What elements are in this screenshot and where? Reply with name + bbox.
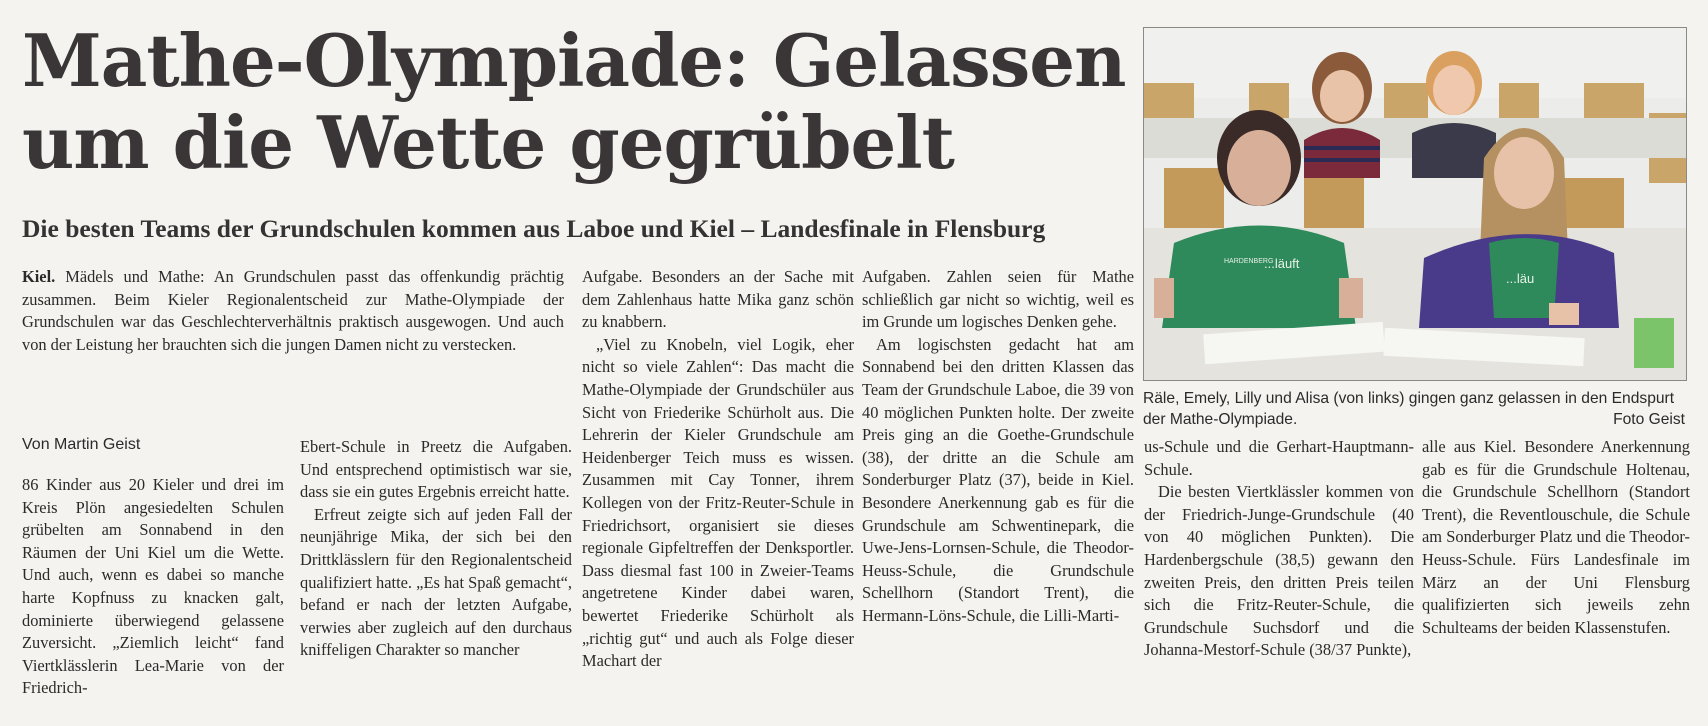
text-column-4	[862, 266, 1134, 628]
photo-credit: Foto Geist	[1613, 411, 1685, 428]
text-column-1	[22, 474, 284, 700]
paragraph: Aufgabe. Besonders an der Sache mit dem Zahlenhaus hatte Mika ganz schön zu knabbern.	[582, 267, 854, 332]
text-column-5	[1144, 436, 1414, 662]
dateline: Kiel.	[22, 267, 56, 286]
headline-line-1: Mathe-Olympiade: Gelassen	[22, 18, 1126, 103]
headline	[22, 20, 1132, 184]
headline-line-2: um die Wette gegrübelt	[22, 100, 954, 185]
paragraph: 86 Kinder aus 20 Kieler und drei im Kreis Plön angesiedelten Schulen grübelten am Sonnabend in den Räumen der Uni Kiel um die Wette. Und auch, wenn es dabei so manche harte Kopfnuss zu knacken galt, dominierte überwiegend gelassene Zuversicht. „Ziemlich leicht“ fand Viertklässlerin Lea-Marie von der Friedrich-	[22, 475, 284, 698]
paragraph: Aufgaben. Zahlen seien für Mathe schließlich gar nicht so wichtig, weil es im Grunde um logisches Denken gehe.	[862, 267, 1134, 332]
paragraph: Die besten Viertklässler kommen von der Friedrich-Junge-Grundschule (40 von 40 möglichen Punkten). Die Hardenbergschule (38,5) gewann den zweiten Preis, den dritten Preis teilen sich die Fritz-Reuter-Schule, die Grundschule Suchsdorf und die Johanna-Mestorf-Schule (38/37 Punkte),	[1144, 482, 1414, 660]
photo-caption: Räle, Emely, Lilly und Alisa (von links) gingen ganz gelassen in den Endspurt der Mathe-Olympiade.	[1143, 390, 1675, 428]
paragraph: Am logischsten gedacht hat am Sonnabend bei den dritten Klassen das Team der Grundschule Laboe, die 39 von 40 möglichen Punkten holte. Der zweite Preis ging an die Goethe-Grundschule (38), der dritte an die Schule am Sonderburger Platz (37), beide in Kiel. Besondere Anerkennung gab es für die Grundschule am Schwentinepark, die Uwe-Jens-Lornsen-Schule, die Theodor-Heuss-Schule, die Grundschule Schellhorn (Standort Trent), die Hermann-Löns-Schule, die Lilli-Marti-	[862, 334, 1134, 625]
paragraph: „Viel zu Knobeln, viel Logik, eher nicht so viele Zahlen“: Das macht die Mathe-Olympiade der Grundschüler aus Sicht von Friederike Schürholt aus. Die Lehrerin der Kieler Grundschule am Heidenberger Teich muss es wissen. Zusammen mit Cay Tonner, ihrem Kollegen von der Fritz-Reuter-Schule in Friedrichsort, organisiert sie dieses regionale Gipfeltreffen der Denksportler. Dass diesmal fast 100 in Zweier-Teams angetretene Kinder dabei waren, bewertet Friederike Schürholt als „richtig gut“ und auch als Folge dieser Machart der	[582, 334, 854, 671]
green-box	[1634, 318, 1674, 368]
paragraph: Ebert-Schule in Preetz die Aufgaben. Und entsprechend optimistisch war sie, dass sie ein gutes Ergebnis erreicht hatte.	[300, 437, 572, 502]
photo-illustration	[1144, 28, 1686, 380]
text-column-6	[1422, 436, 1690, 639]
text-column-3	[582, 266, 854, 673]
lead-text: Mädels und Mathe: An Grundschulen passt das offenkundig prächtig zusammen. Beim Kieler Regionalentscheid zur Mathe-Olympiade der Grundschulen war das Geschlechterverhältnis praktisch ausgewogen. Und auch von der Leistung her brauchten sich die jungen Damen nicht zu verstecken.	[22, 267, 564, 354]
shirt-text-right: ...läu	[1506, 271, 1535, 286]
text-column-2	[300, 436, 572, 662]
subheadline: Die besten Teams der Grundschulen kommen aus Laboe und Kiel – Landesfinale in Flensburg	[22, 214, 1046, 243]
paragraph: Erfreut zeigte sich auf jeden Fall der neunjährige Mika, der sich bei den Drittklässlern für den Regionalentscheid qualifiziert hatte. „Es hat Spaß gemacht“, befand er nach der letzten Aufgabe, verwies aber zugleich auf den durchaus kniffeligen Charakter so mancher	[300, 504, 572, 660]
article-photo	[1143, 27, 1687, 381]
shirt-text-left-2: ...läuft	[1264, 256, 1300, 271]
paragraph: alle aus Kiel. Besondere Anerkennung gab es für die Grundschule Holtenau, die Grundschule Schellhorn (Standort Trent), die Reventlouschule, die Schule am Sonderburger Platz und die Theodor-Heuss-Schule. Fürs Landesfinale im März an der Uni Flensburg qualifizierten sich jeweils zehn Schulteams der beiden Klassenstufen.	[1422, 437, 1690, 637]
paragraph: us-Schule und die Gerhart-Hauptmann-Schule.	[1144, 437, 1414, 479]
lead-paragraph	[22, 266, 564, 356]
shirt-text-left-1: HARDENBERG	[1224, 258, 1274, 265]
byline: Von Martin Geist	[22, 436, 141, 453]
